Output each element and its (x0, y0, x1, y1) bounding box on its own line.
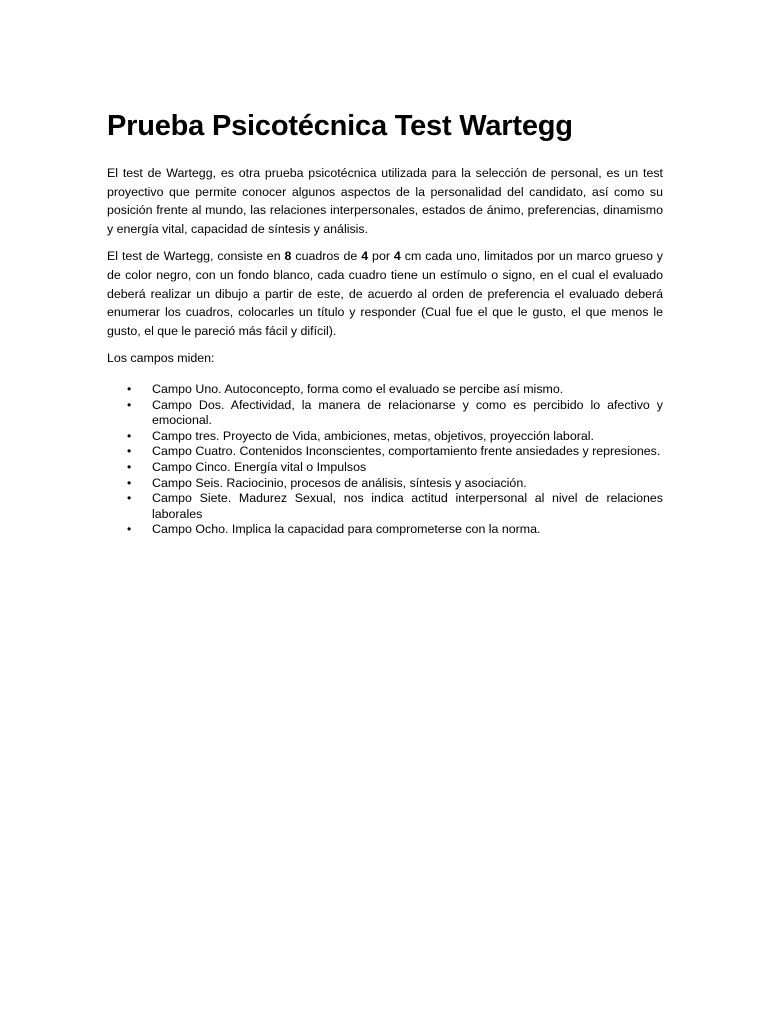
description-paragraph (107, 247, 663, 340)
list-item (107, 491, 663, 522)
page-title: Prueba Psicotécnica Test Wartegg (107, 110, 573, 142)
bullet-icon: • (127, 522, 132, 537)
bullet-icon: • (127, 444, 132, 459)
bullet-icon: • (127, 475, 132, 490)
list-item (107, 522, 663, 538)
description-text-3: por (368, 249, 394, 264)
list-item (107, 460, 663, 476)
bullet-icon: • (127, 491, 132, 506)
list-item (107, 398, 663, 429)
bullet-icon: • (127, 381, 132, 396)
list-item-text: Campo Cuatro. Contenidos Inconscientes, comportamiento frente ansiedades y represiones. (152, 444, 661, 459)
description-number-width: 4 (361, 249, 369, 264)
list-item-text: Campo Ocho. Implica la capacidad para comprometerse con la norma. (152, 522, 541, 537)
bullet-icon: • (127, 428, 132, 443)
description-text-2: cuadros de (291, 249, 362, 264)
description-number-squares: 8 (284, 249, 292, 264)
list-item (107, 476, 663, 492)
list-item-text: Campo Siete. Madurez Sexual, nos indica actitud interpersonal al nivel de relaciones laborales (152, 491, 663, 521)
list-item-text: Campo Cinco. Energía vital o Impulsos (152, 459, 367, 474)
description-number-height: 4 (393, 249, 401, 264)
intro-paragraph: El test de Wartegg, es otra prueba psicotécnica utilizada para la selección de personal, es un test proyectivo que permite conocer algunos aspectos de la personalidad del candidato, así como su posición frente al mundo, las relaciones interpersonales, estados de ánimo, preferencias, dinamismo y energía vital, capacidad de síntesis y análisis. (107, 166, 663, 236)
list-intro: Los campos miden: (107, 351, 215, 366)
description-text-1: El test de Wartegg, consiste en (107, 249, 285, 264)
document-page (107, 108, 663, 538)
list-item-text: Campo Dos. Afectividad, la manera de relacionarse y como es percibido lo afectivo y emocional. (152, 397, 663, 428)
list-item (107, 382, 663, 398)
description-text-4: cm cada uno, limitados por un marco grueso y de color negro, con un fondo blanco, cada cuadro tiene un estímulo o signo, en el cual el evaluado deberá realizar un dibujo a partir de este, de acuerdo al orden de preferencia el evaluado deberá enumerar los cuadros, colocarles un título y responder (Cual fue el que le gusto, el que menos le gusto, el que le pareció más fácil y difícil). (107, 249, 663, 338)
list-item (107, 444, 663, 460)
list-item-text: Campo Seis. Raciocinio, procesos de análisis, síntesis y asociación. (152, 475, 527, 490)
list-item-text: Campo Uno. Autoconcepto, forma como el evaluado se percibe así mismo. (152, 381, 564, 396)
list-item (107, 429, 663, 445)
campos-list (107, 382, 663, 538)
bullet-icon: • (127, 459, 132, 474)
list-item-text: Campo tres. Proyecto de Vida, ambiciones, metas, objetivos, proyección laboral. (152, 428, 594, 443)
bullet-icon: • (127, 397, 132, 412)
